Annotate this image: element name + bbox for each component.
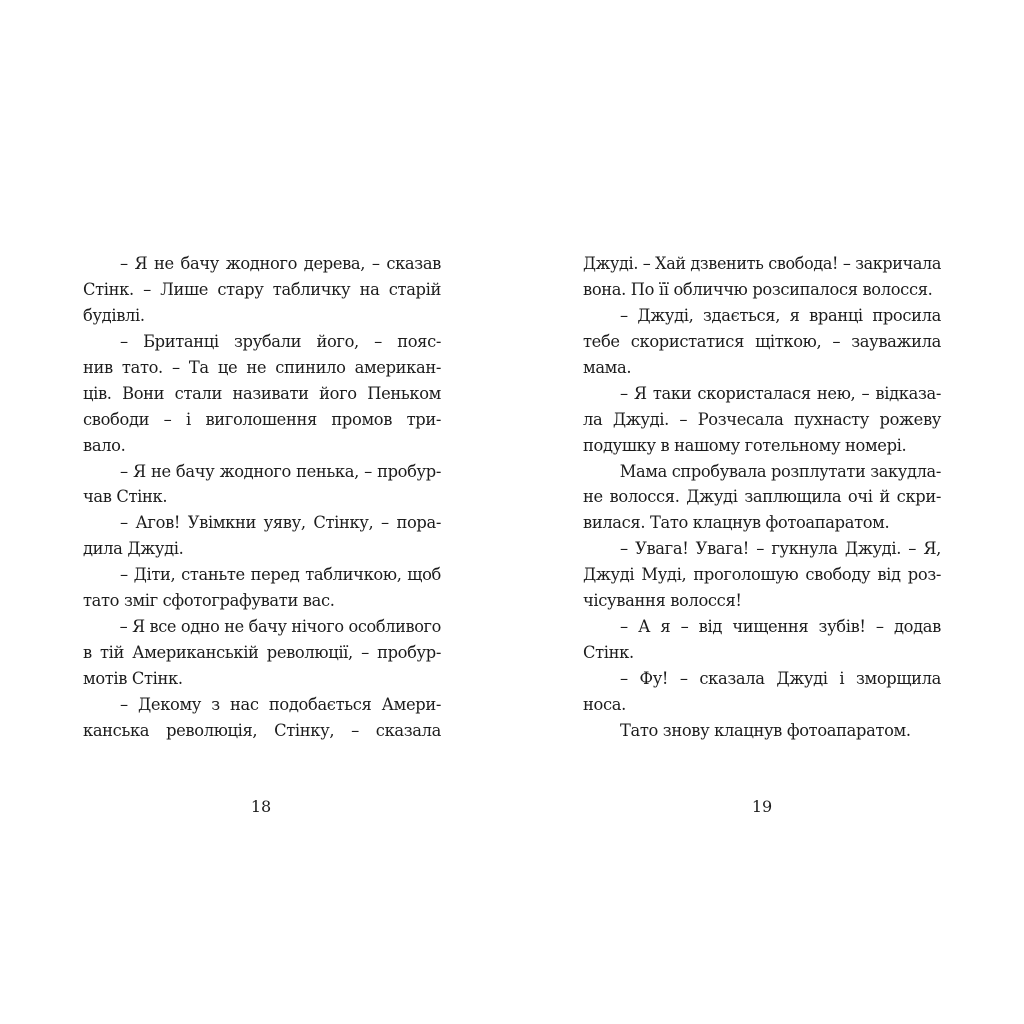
text-line: Тато знову клацнув фотоапаратом. — [620, 720, 911, 740]
text-line: дила Джуді. — [83, 539, 184, 559]
right-page-text — [583, 251, 941, 744]
text-line: тебе скористатися щіткою, – зауважила — [583, 331, 941, 351]
text-line: – Фу! – сказала Джуді і зморщила — [620, 669, 941, 688]
text-line: Стінк. – Лише стару табличку на старій — [83, 279, 441, 299]
text-line: в тій Американській революції, – пробур- — [83, 643, 441, 663]
text-line: тато зміг сфотографувати вас. — [83, 591, 335, 611]
text-line: Джуді. – Хай дзвенить свобода! – закричала — [583, 254, 942, 273]
text-line: носа. — [583, 694, 626, 714]
text-line: чісування волосся! — [583, 591, 742, 611]
text-line: вало. — [83, 435, 126, 455]
text-line: – Увага! Увага! – гукнула Джуді. – Я, — [620, 539, 941, 559]
text-line: – Я все одно не бачу нічого особливого — [119, 617, 441, 637]
text-line: подушку в нашому готельному номері. — [583, 435, 907, 455]
left-page-text — [83, 251, 441, 744]
text-line: будівлі. — [83, 305, 145, 325]
text-line: нив тато. – Та це не спинило американ- — [83, 357, 441, 377]
text-line: вона. По її обличчю розсипалося волосся. — [583, 279, 933, 299]
text-line: – А я – від чищення зубів! – додав — [620, 617, 941, 637]
text-line: ців. Вони стали називати його Пеньком — [83, 383, 441, 403]
text-line: чав Стінк. — [83, 487, 168, 507]
text-line: Мама спробувала розплутати закудла- — [619, 461, 941, 481]
text-line: – Британці зрубали його, – пояс- — [120, 331, 441, 351]
text-line: ла Джуді. – Розчесала пухнасту рожеву — [583, 409, 941, 429]
text-line: – Я таки скористалася нею, – відказа- — [620, 383, 941, 403]
left-page-number: 18 — [250, 797, 272, 816]
text-line: – Я не бачу жодного пенька, – пробур- — [120, 461, 441, 481]
text-line: – Декому з нас подобається Амери- — [120, 694, 441, 714]
text-line: – Агов! Увімкни уяву, Стінку, – пора- — [120, 513, 441, 533]
text-line: мотів Стінк. — [83, 669, 183, 688]
text-line: Джуді Муді, проголошую свободу від роз- — [583, 565, 941, 585]
text-line: Стінк. — [583, 643, 634, 663]
text-line: – Джуді, здається, я вранці просила — [620, 305, 941, 325]
right-page-number: 19 — [751, 797, 773, 816]
text-line: – Я не бачу жодного дерева, – сказав — [120, 254, 441, 273]
text-line: мама. — [583, 357, 632, 377]
text-line: канська революція, Стінку, – сказала — [83, 720, 441, 740]
text-line: – Діти, станьте перед табличкою, щоб — [120, 565, 441, 585]
text-line: не волосся. Джуді заплющила очі й скри- — [583, 487, 941, 507]
text-line: вилася. Тато клацнув фотоапаратом. — [583, 513, 890, 533]
text-line: свободи – і виголошення промов три- — [83, 409, 441, 429]
